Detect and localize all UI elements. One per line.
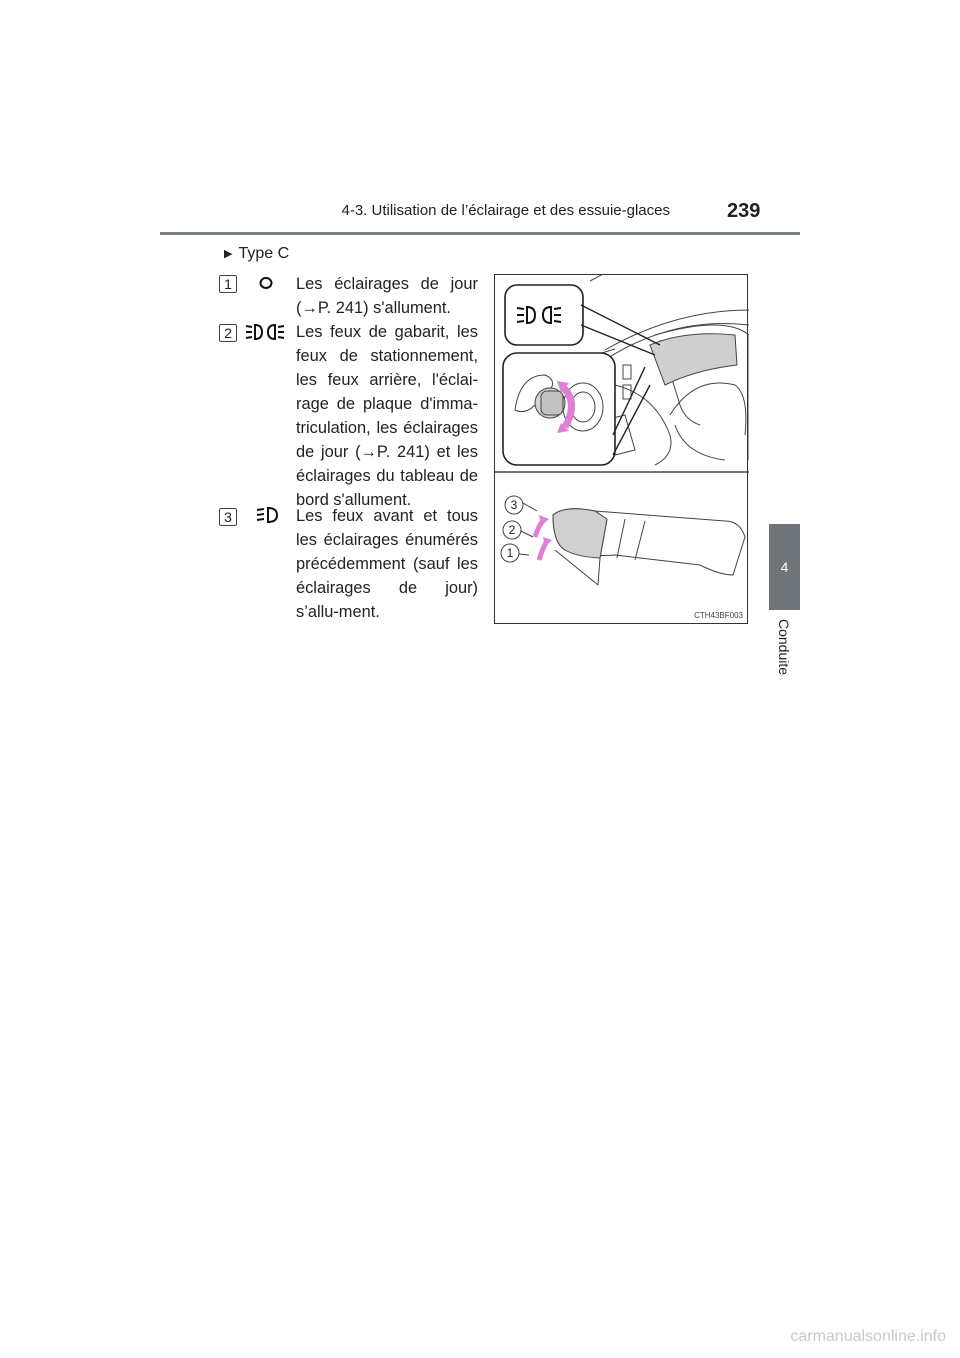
figure-callout-2: 2 bbox=[508, 523, 516, 537]
chapter-tab: 4 bbox=[769, 524, 800, 610]
daytime-running-light-icon bbox=[258, 276, 274, 295]
page-number: 239 bbox=[727, 200, 761, 222]
watermark: carmanualsonline.info bbox=[790, 1328, 946, 1345]
headlight-icon bbox=[256, 505, 280, 530]
type-heading bbox=[224, 245, 289, 263]
item-number-1: 1 bbox=[219, 275, 237, 293]
figure-caption: CTH43BF003 bbox=[694, 611, 743, 620]
light-switch-illustration bbox=[494, 274, 748, 624]
item-text-3: Les feux avant et tous les éclairages énumérés précédemment (sauf les éclairages de jour) s’allu-ment. bbox=[296, 507, 478, 621]
parking-light-icon bbox=[245, 322, 289, 347]
item-number-3: 3 bbox=[219, 508, 237, 526]
figure-callout-3: 3 bbox=[510, 498, 518, 512]
item-text-1: Les éclairages de jour (→P. 241) s'allument. bbox=[296, 275, 478, 317]
chapter-label-text: Conduite bbox=[776, 618, 793, 676]
illustration-drawing bbox=[495, 275, 749, 625]
triangle-bullet-icon: ▶ bbox=[224, 248, 233, 260]
chapter-label bbox=[769, 612, 800, 682]
header-divider bbox=[160, 232, 800, 235]
type-heading-text: Type C bbox=[238, 245, 290, 262]
section-title: 4-3. Utilisation de l’éclairage et des essuie-glaces bbox=[341, 202, 670, 219]
figure-callout-1: 1 bbox=[506, 546, 514, 560]
item-number-2: 2 bbox=[219, 324, 237, 342]
item-text-2: Les feux de gabarit, les feux de stationnement, les feux arrière, l'éclai-rage de plaque d'imma-triculation, les éclairages de jour (→P. 241) et les éclairages du tableau de bord s'allument. bbox=[296, 323, 478, 509]
